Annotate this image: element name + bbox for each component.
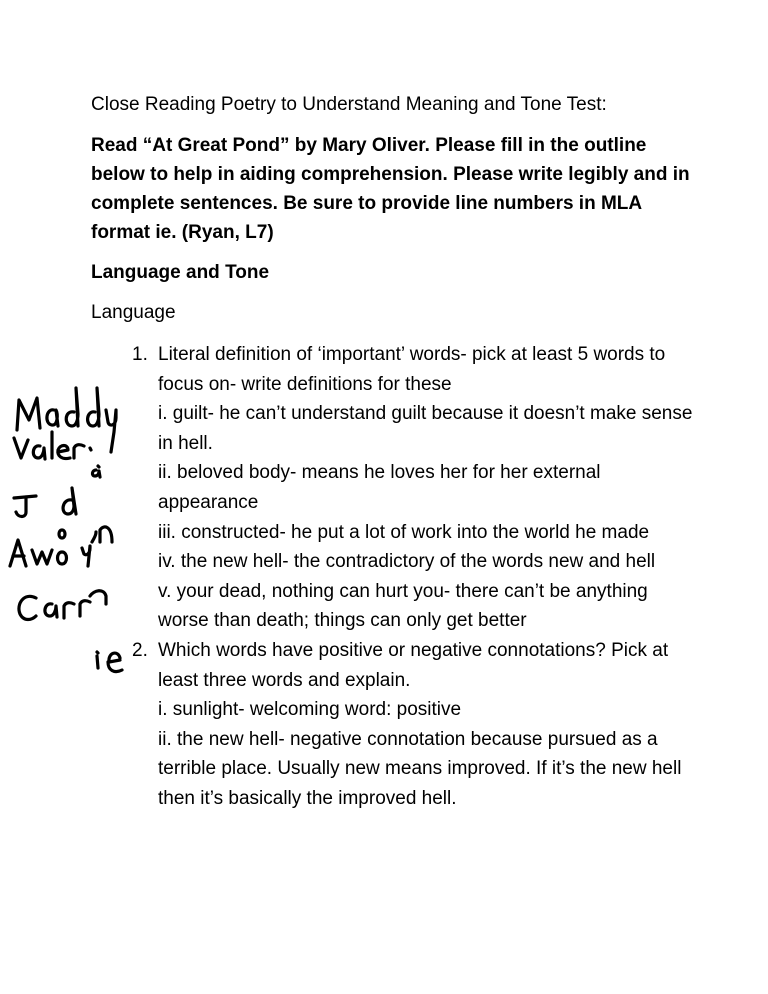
instructions-paragraph: Read “At Great Pond” by Mary Oliver. Please fill in the outline below to help in aiding comprehension. Please write legibly and in complete sentences. Be sure to provide line numbers in MLA format ie. (Ryan, L7) [91, 135, 690, 243]
handwritten-name-jada [14, 466, 100, 517]
handwritten-names-drawing [0, 370, 140, 690]
subsection-heading: Language [91, 302, 176, 323]
outline-item [132, 636, 698, 814]
handwritten-name-carrie [19, 591, 122, 672]
section-heading: Language and Tone [91, 262, 270, 283]
outline-answer: ii. the new hell- negative connotation because pursued as a terrible place. Usually new means improved. If it’s the new hell then it’s basically the improved hell. [158, 728, 682, 809]
document-title: Close Reading Poetry to Understand Meaning and Tone Test: [91, 94, 607, 115]
handwritten-name-awoyn [10, 527, 112, 566]
outline-answer: iii. constructed- he put a lot of work into the world he made [158, 521, 650, 543]
outline-answer: ii. beloved body- means he loves her for her external appearance [158, 462, 601, 513]
outline-answer: iv. the new hell- the contradictory of the words new and hell [158, 551, 656, 573]
outline-answer: v. your dead, nothing can hurt you- there can’t be anything worse than death; things can only get better [158, 580, 648, 632]
outline-answer: i. sunlight- welcoming word: positive [158, 699, 462, 721]
outline-answer: i. guilt- he can’t understand guilt because it doesn’t make sense in hell. [158, 403, 693, 454]
outline-item-prompt: Which words have positive or negative connotations? Pick at least three words and explain. [158, 639, 669, 691]
handwritten-name-maddy [17, 388, 116, 452]
handwritten-name-valeria [14, 432, 91, 459]
outline-item-number: 1. [132, 344, 148, 365]
outline-item-prompt: Literal definition of ‘important’ words- pick at least 5 words to focus on- write definitions for these [158, 344, 666, 395]
outline-item [132, 340, 698, 636]
outline-item-number: 2. [132, 639, 148, 661]
outline-list [132, 340, 698, 814]
